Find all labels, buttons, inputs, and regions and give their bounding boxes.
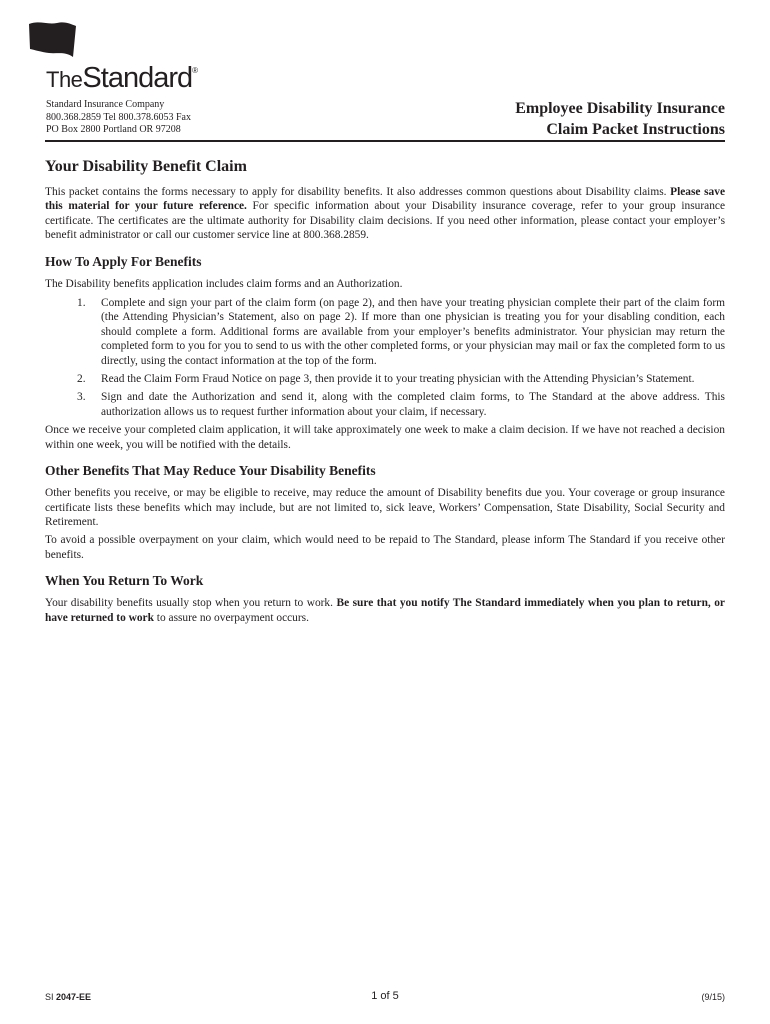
step-number: 1. xyxy=(77,297,86,310)
section-heading-return-to-work: When You Return To Work xyxy=(45,573,204,589)
list-item xyxy=(77,372,725,386)
document-title xyxy=(515,98,725,140)
brand-name: Standard xyxy=(82,62,193,94)
overpayment-paragraph: To avoid a possible overpayment on your claim, which would need to be repaid to The Standard, please inform The Standard if you receive other benefits. xyxy=(45,534,725,561)
apply-steps-list xyxy=(45,296,725,419)
brand-logo xyxy=(46,62,198,95)
document-title-line2: Claim Packet Instructions xyxy=(546,121,725,138)
intro-text-continued: For specific information about your Disability insurance coverage, refer to your group insurance certificate. The certificates are the ultimate authority for Disability claim decisions. If you need other information, please contact your employer’s benefit administrator or call our customer service line at 800.368.2859. xyxy=(45,200,726,242)
company-info xyxy=(46,99,191,137)
list-item xyxy=(77,296,725,368)
flag-icon xyxy=(27,20,77,58)
step-number: 2. xyxy=(77,373,86,386)
return-text: Your disability benefits usually stop when you return to work. xyxy=(45,597,337,610)
apply-closing: Once we receive your completed claim application, it will take approximately one week to make a claim decision. If we have not reached a decision within one week, you will be notified with the details. xyxy=(45,424,725,451)
page-number: 1 of 5 xyxy=(371,990,399,1002)
return-to-work-paragraph xyxy=(45,596,725,625)
form-number: 2047-EE xyxy=(56,992,92,1002)
return-text-continued: to assure no overpayment occurs. xyxy=(153,611,309,624)
company-name: Standard Insurance Company xyxy=(46,99,165,110)
company-phone: 800.368.2859 Tel 800.378.6053 Fax xyxy=(46,111,191,123)
section-heading-other-benefits: Other Benefits That May Reduce Your Disability Benefits xyxy=(45,463,376,479)
section-heading-how-to-apply: How To Apply For Benefits xyxy=(45,253,202,269)
step-number: 3. xyxy=(77,391,86,404)
brand-prefix: The xyxy=(46,67,83,92)
step-text: Complete and sign your part of the claim form (on page 2), and then have your treating physician complete their part of the claim form (the Attending Physician’s Statement, also on page 2). If more than one physician is treating you for your disabling condition, each should complete a form. Additional forms are available from your employer’s benefits administrator. Your physician may return the completed form to you for you to send to us with the other completed forms, or your physician may mail or fax the completed form to us directly, using the contact information at the top of the form. xyxy=(101,297,725,367)
main-content xyxy=(45,157,725,625)
page-footer xyxy=(45,990,725,1004)
registered-mark: ® xyxy=(192,66,199,75)
document-title-line1: Employee Disability Insurance xyxy=(515,100,725,117)
revision-date: (9/15) xyxy=(701,992,725,1002)
apply-lead: The Disability benefits application includes claim forms and an Authorization. xyxy=(45,277,403,290)
form-prefix: SI xyxy=(45,992,57,1002)
list-item xyxy=(77,390,725,419)
other-benefits-paragraph: Other benefits you receive, or may be eligible to receive, may reduce the amount of Disability benefits due you. Your coverage or group insurance certificate lists these benefits which may include, but are not limited to, sick leave, Workers’ Compensation, State Disability, Social Security and Retirement. xyxy=(45,487,725,528)
return-bold-text: Be sure that you notify The Standard immediately when you plan to return, or have returned to work xyxy=(45,597,725,624)
intro-paragraph xyxy=(45,185,725,243)
intro-bold-text: Please save this material for your future reference. xyxy=(45,186,725,213)
step-text: Read the Claim Form Fraud Notice on page 3, then provide it to your treating physician with the Attending Physician’s Statement. xyxy=(101,373,695,386)
step-text: Sign and date the Authorization and send it, along with the completed claim forms, to The Standard at the above address. This authorization allows us to request further information about your claim, if necessary. xyxy=(101,391,725,418)
company-address: PO Box 2800 Portland OR 97208 xyxy=(46,124,181,135)
page-heading: Your Disability Benefit Claim xyxy=(45,158,247,175)
intro-text: This packet contains the forms necessary to apply for disability benefits. It also addresses common questions about Disability claims. xyxy=(45,186,671,198)
header-divider xyxy=(45,140,725,142)
